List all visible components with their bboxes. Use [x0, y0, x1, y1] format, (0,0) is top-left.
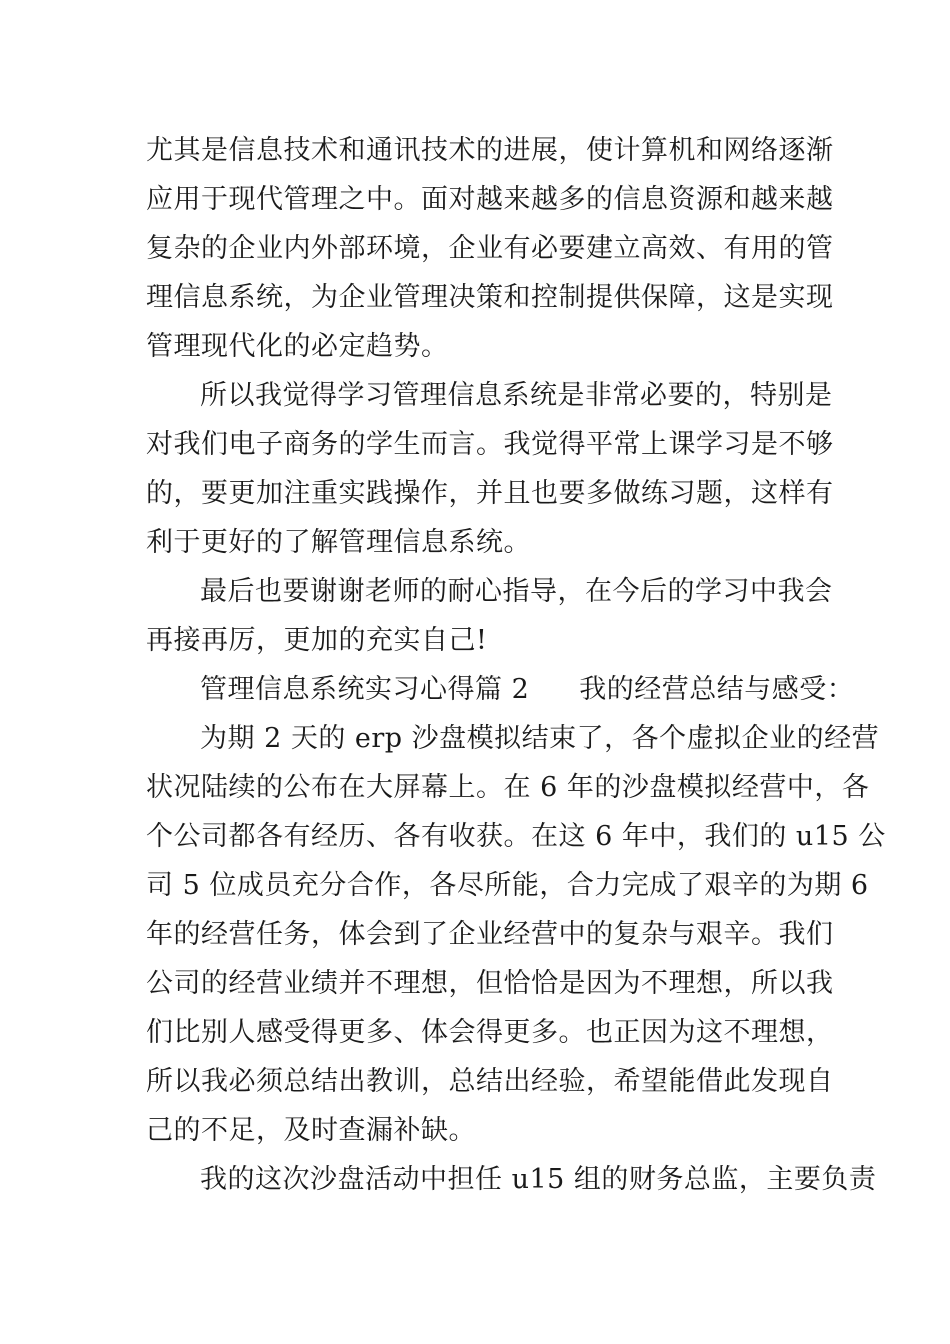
text-line: 理信息系统，为企业管理决策和控制提供保障，这是实现: [146, 282, 834, 313]
paragraph-start: 所以我觉得学习管理信息系统是非常必要的，特别是: [200, 380, 833, 411]
text-line: 复杂的企业内外部环境，企业有必要建立高效、有用的管: [146, 233, 834, 264]
text-line: 的，要更加注重实践操作，并且也要多做练习题，这样有: [146, 478, 834, 509]
paragraph-start: 我的这次沙盘活动中担任 u15 组的财务总监，主要负责: [200, 1164, 877, 1195]
text-line: 应用于现代管理之中。面对越来越多的信息资源和越来越: [146, 184, 834, 215]
text-line: 年的经营任务，体会到了企业经营中的复杂与艰辛。我们: [146, 919, 834, 950]
text-line: 司 5 位成员充分合作，各尽所能，合力完成了艰辛的为期 6: [146, 870, 869, 901]
text-line: 个公司都各有经历、各有收获。在这 6 年中，我们的 u15 公: [146, 821, 886, 852]
text-line: 对我们电子商务的学生而言。我觉得平常上课学习是不够: [146, 429, 834, 460]
section-heading-line: [146, 665, 855, 714]
paragraph-start: 为期 2 天的 erp 沙盘模拟结束了，各个虚拟企业的经营: [200, 723, 880, 754]
section-heading: 管理信息系统实习心得篇 2: [200, 674, 530, 705]
text-line: 们比别人感受得更多、体会得更多。也正因为这不理想，: [146, 1017, 834, 1048]
text-line: 利于更好的了解管理信息系统。: [146, 527, 531, 558]
text-line: 己的不足，及时查漏补缺。: [146, 1115, 476, 1146]
document-body: [146, 126, 886, 1204]
text-line: 再接再厉，更加的充实自己!: [146, 625, 488, 656]
text-line: 状况陆续的公布在大屏幕上。在 6 年的沙盘模拟经营中，各: [146, 772, 870, 803]
text-line: 所以我必须总结出教训，总结出经验，希望能借此发现自: [146, 1066, 834, 1097]
text-line: 公司的经营业绩并不理想，但恰恰是因为不理想，所以我: [146, 968, 834, 999]
text-line: 管理现代化的必定趋势。: [146, 331, 449, 362]
section-subheading: 我的经营总结与感受：: [579, 674, 855, 705]
text-line: 尤其是信息技术和通讯技术的进展，使计算机和网络逐渐: [146, 135, 834, 166]
paragraph-start: 最后也要谢谢老师的耐心指导，在今后的学习中我会: [200, 576, 833, 607]
